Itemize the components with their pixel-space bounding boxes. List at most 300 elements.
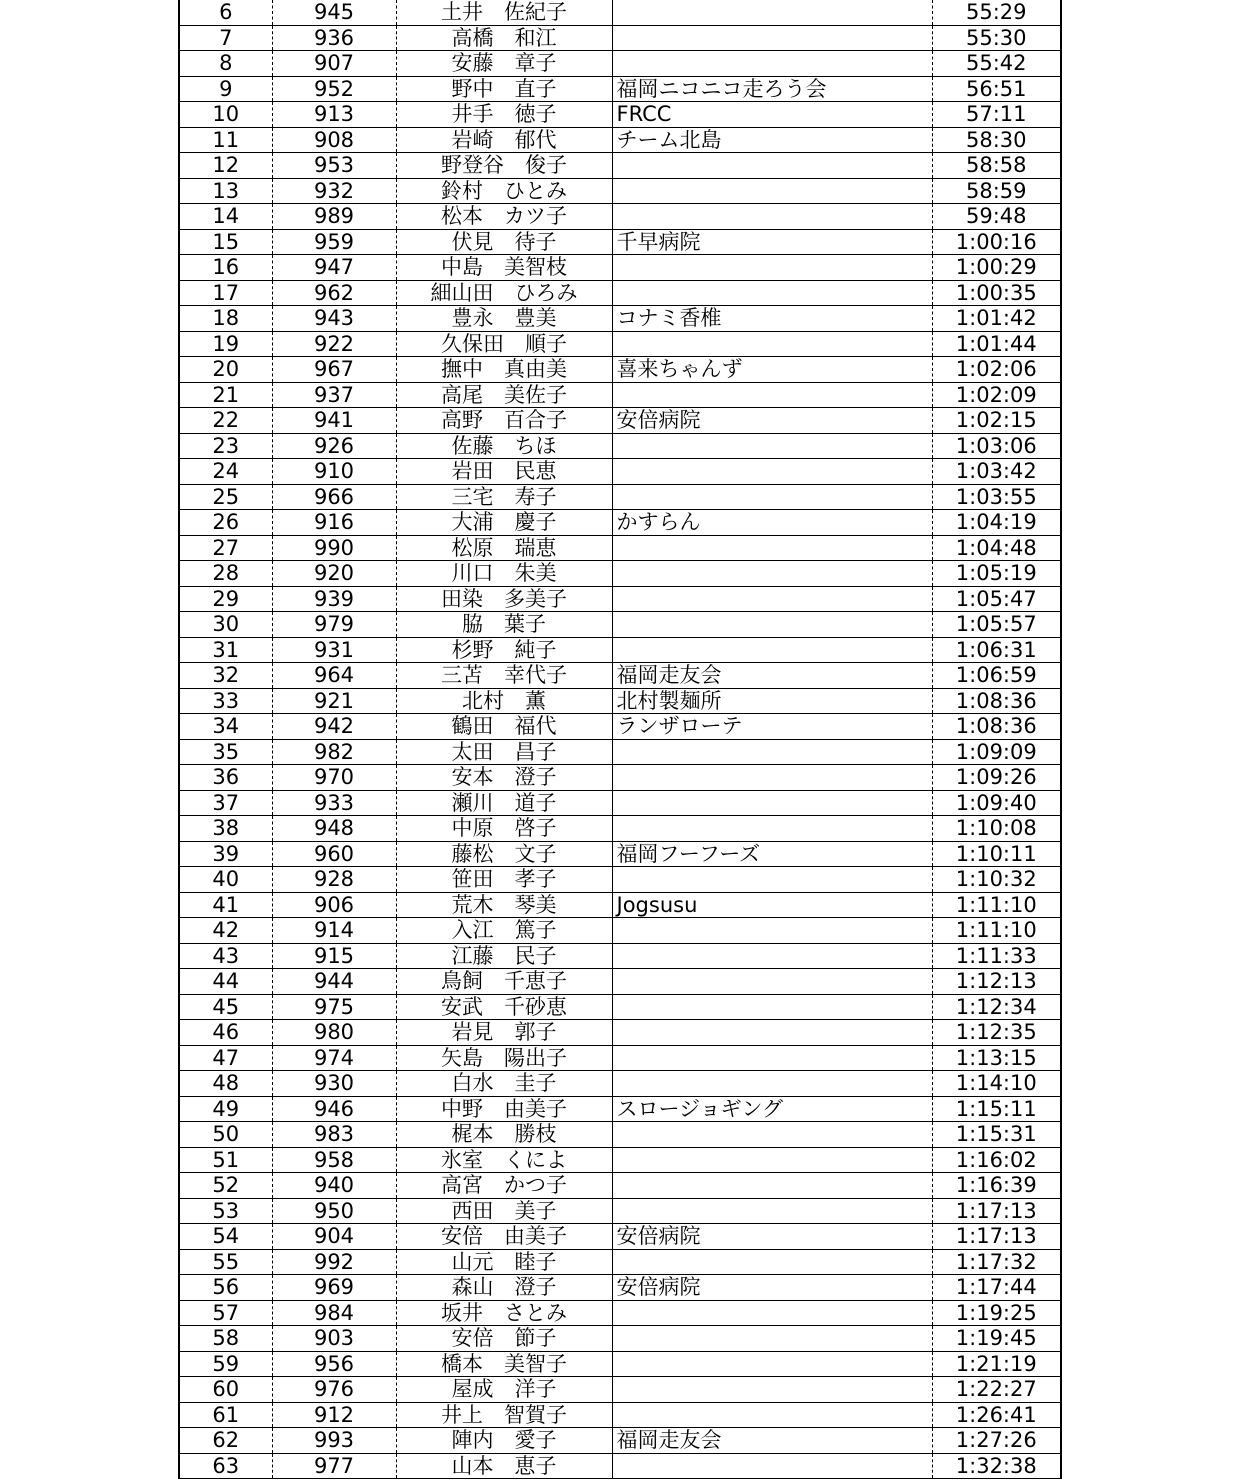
- finish-time-cell: 1:17:13: [932, 1198, 1061, 1224]
- table-row: [179, 1122, 1061, 1148]
- team-cell: [612, 153, 932, 179]
- table-row: [179, 586, 1061, 612]
- team-cell: [612, 1122, 932, 1148]
- runner-name-cell: 井手 徳子: [396, 102, 612, 128]
- table-row: [179, 841, 1061, 867]
- table-row: [179, 1020, 1061, 1046]
- runner-name-cell: 屋成 洋子: [396, 1377, 612, 1403]
- rank-cell: 22: [179, 408, 272, 434]
- table-row: [179, 0, 1061, 25]
- team-cell: 福岡走友会: [612, 663, 932, 689]
- rank-cell: 30: [179, 612, 272, 638]
- table-row: [179, 51, 1061, 77]
- table-row: [179, 1428, 1061, 1454]
- rank-cell: 7: [179, 25, 272, 51]
- finish-time-cell: 1:26:41: [932, 1402, 1061, 1428]
- finish-time-cell: 1:04:19: [932, 510, 1061, 536]
- finish-time-cell: 1:02:09: [932, 382, 1061, 408]
- rank-cell: 62: [179, 1428, 272, 1454]
- rank-cell: 52: [179, 1173, 272, 1199]
- bib-number-cell: 913: [272, 102, 396, 128]
- runner-name-cell: 三苫 幸代子: [396, 663, 612, 689]
- rank-cell: 28: [179, 561, 272, 587]
- rank-cell: 50: [179, 1122, 272, 1148]
- rank-cell: 51: [179, 1147, 272, 1173]
- rank-cell: 21: [179, 382, 272, 408]
- rank-cell: 23: [179, 433, 272, 459]
- table-row: [179, 1198, 1061, 1224]
- team-cell: [612, 255, 932, 281]
- runner-name-cell: 中島 美智枝: [396, 255, 612, 281]
- rank-cell: 36: [179, 765, 272, 791]
- runner-name-cell: 安倍 節子: [396, 1326, 612, 1352]
- rank-cell: 20: [179, 357, 272, 383]
- table-row: [179, 255, 1061, 281]
- finish-time-cell: 1:17:32: [932, 1249, 1061, 1275]
- finish-time-cell: 58:30: [932, 127, 1061, 153]
- team-cell: [612, 280, 932, 306]
- finish-time-cell: 1:00:35: [932, 280, 1061, 306]
- finish-time-cell: 1:06:31: [932, 637, 1061, 663]
- table-row: [179, 1275, 1061, 1301]
- bib-number-cell: 980: [272, 1020, 396, 1046]
- team-cell: 福岡フーフーズ: [612, 841, 932, 867]
- table-row: [179, 204, 1061, 230]
- runner-name-cell: 鈴村 ひとみ: [396, 178, 612, 204]
- finish-time-cell: 1:15:31: [932, 1122, 1061, 1148]
- bib-number-cell: 914: [272, 918, 396, 944]
- finish-time-cell: 1:09:09: [932, 739, 1061, 765]
- finish-time-cell: 1:27:26: [932, 1428, 1061, 1454]
- bib-number-cell: 932: [272, 178, 396, 204]
- runner-name-cell: 安本 澄子: [396, 765, 612, 791]
- team-cell: [612, 790, 932, 816]
- rank-cell: 32: [179, 663, 272, 689]
- runner-name-cell: 野中 直子: [396, 76, 612, 102]
- bib-number-cell: 953: [272, 153, 396, 179]
- rank-cell: 60: [179, 1377, 272, 1403]
- runner-name-cell: 川口 朱美: [396, 561, 612, 587]
- runner-name-cell: 笹田 孝子: [396, 867, 612, 893]
- finish-time-cell: 59:48: [932, 204, 1061, 230]
- table-row: [179, 76, 1061, 102]
- team-cell: [612, 178, 932, 204]
- finish-time-cell: 55:42: [932, 51, 1061, 77]
- bib-number-cell: 974: [272, 1045, 396, 1071]
- rank-cell: 53: [179, 1198, 272, 1224]
- team-cell: [612, 918, 932, 944]
- rank-cell: 17: [179, 280, 272, 306]
- finish-time-cell: 1:15:11: [932, 1096, 1061, 1122]
- rank-cell: 10: [179, 102, 272, 128]
- table-row: [179, 612, 1061, 638]
- team-cell: 安倍病院: [612, 1275, 932, 1301]
- rank-cell: 54: [179, 1224, 272, 1250]
- team-cell: [612, 1071, 932, 1097]
- rank-cell: 59: [179, 1351, 272, 1377]
- team-cell: [612, 1173, 932, 1199]
- rank-cell: 63: [179, 1453, 272, 1479]
- runner-name-cell: 北村 薫: [396, 688, 612, 714]
- team-cell: 安倍病院: [612, 408, 932, 434]
- runner-name-cell: 撫中 真由美: [396, 357, 612, 383]
- rank-cell: 29: [179, 586, 272, 612]
- runner-name-cell: 岩見 郭子: [396, 1020, 612, 1046]
- runner-name-cell: 鶴田 福代: [396, 714, 612, 740]
- bib-number-cell: 983: [272, 1122, 396, 1148]
- bib-number-cell: 970: [272, 765, 396, 791]
- rank-cell: 26: [179, 510, 272, 536]
- finish-time-cell: 1:14:10: [932, 1071, 1061, 1097]
- finish-time-cell: 1:09:26: [932, 765, 1061, 791]
- table-row: [179, 1045, 1061, 1071]
- table-row: [179, 943, 1061, 969]
- team-cell: 安倍病院: [612, 1224, 932, 1250]
- team-cell: [612, 561, 932, 587]
- bib-number-cell: 904: [272, 1224, 396, 1250]
- finish-time-cell: 1:09:40: [932, 790, 1061, 816]
- rank-cell: 35: [179, 739, 272, 765]
- results-body: [179, 0, 1061, 1479]
- table-row: [179, 535, 1061, 561]
- table-row: [179, 459, 1061, 485]
- finish-time-cell: 1:11:10: [932, 892, 1061, 918]
- finish-time-cell: 1:04:48: [932, 535, 1061, 561]
- table-row: [179, 25, 1061, 51]
- team-cell: 喜来ちゃんず: [612, 357, 932, 383]
- finish-time-cell: 1:32:38: [932, 1453, 1061, 1479]
- table-row: [179, 969, 1061, 995]
- team-cell: [612, 51, 932, 77]
- team-cell: [612, 204, 932, 230]
- rank-cell: 47: [179, 1045, 272, 1071]
- team-cell: [612, 739, 932, 765]
- team-cell: [612, 1020, 932, 1046]
- bib-number-cell: 967: [272, 357, 396, 383]
- runner-name-cell: 高橋 和江: [396, 25, 612, 51]
- bib-number-cell: 931: [272, 637, 396, 663]
- finish-time-cell: 1:10:08: [932, 816, 1061, 842]
- rank-cell: 38: [179, 816, 272, 842]
- table-row: [179, 739, 1061, 765]
- team-cell: コナミ香椎: [612, 306, 932, 332]
- runner-name-cell: 安武 千砂恵: [396, 994, 612, 1020]
- finish-time-cell: 1:13:15: [932, 1045, 1061, 1071]
- bib-number-cell: 948: [272, 816, 396, 842]
- table-row: [179, 331, 1061, 357]
- bib-number-cell: 947: [272, 255, 396, 281]
- team-cell: [612, 1351, 932, 1377]
- table-row: [179, 637, 1061, 663]
- team-cell: [612, 637, 932, 663]
- team-cell: [612, 1147, 932, 1173]
- team-cell: [612, 867, 932, 893]
- runner-name-cell: 伏見 待子: [396, 229, 612, 255]
- finish-time-cell: 1:03:55: [932, 484, 1061, 510]
- runner-name-cell: 松原 瑞恵: [396, 535, 612, 561]
- table-row: [179, 1096, 1061, 1122]
- table-row: [179, 484, 1061, 510]
- runner-name-cell: 松本 カツ子: [396, 204, 612, 230]
- rank-cell: 9: [179, 76, 272, 102]
- runner-name-cell: 野登谷 俊子: [396, 153, 612, 179]
- table-row: [179, 1453, 1061, 1479]
- rank-cell: 41: [179, 892, 272, 918]
- finish-time-cell: 1:08:36: [932, 714, 1061, 740]
- runner-name-cell: 橋本 美智子: [396, 1351, 612, 1377]
- table-row: [179, 382, 1061, 408]
- bib-number-cell: 928: [272, 867, 396, 893]
- team-cell: [612, 0, 932, 25]
- team-cell: 福岡走友会: [612, 1428, 932, 1454]
- bib-number-cell: 944: [272, 969, 396, 995]
- team-cell: 千早病院: [612, 229, 932, 255]
- bib-number-cell: 993: [272, 1428, 396, 1454]
- runner-name-cell: 久保田 順子: [396, 331, 612, 357]
- rank-cell: 19: [179, 331, 272, 357]
- table-row: [179, 357, 1061, 383]
- runner-name-cell: 江藤 民子: [396, 943, 612, 969]
- team-cell: FRCC: [612, 102, 932, 128]
- runner-name-cell: 細山田 ひろみ: [396, 280, 612, 306]
- bib-number-cell: 926: [272, 433, 396, 459]
- table-row: [179, 663, 1061, 689]
- finish-time-cell: 1:19:45: [932, 1326, 1061, 1352]
- table-row: [179, 1351, 1061, 1377]
- runner-name-cell: 山本 恵子: [396, 1453, 612, 1479]
- rank-cell: 13: [179, 178, 272, 204]
- team-cell: [612, 433, 932, 459]
- bib-number-cell: 915: [272, 943, 396, 969]
- runner-name-cell: 豊永 豊美: [396, 306, 612, 332]
- runner-name-cell: 西田 美子: [396, 1198, 612, 1224]
- finish-time-cell: 1:11:33: [932, 943, 1061, 969]
- rank-cell: 6: [179, 0, 272, 25]
- rank-cell: 46: [179, 1020, 272, 1046]
- runner-name-cell: 中野 由美子: [396, 1096, 612, 1122]
- team-cell: [612, 943, 932, 969]
- runner-name-cell: 高尾 美佐子: [396, 382, 612, 408]
- rank-cell: 39: [179, 841, 272, 867]
- bib-number-cell: 975: [272, 994, 396, 1020]
- rank-cell: 49: [179, 1096, 272, 1122]
- finish-time-cell: 1:12:34: [932, 994, 1061, 1020]
- finish-time-cell: 1:05:47: [932, 586, 1061, 612]
- finish-time-cell: 1:12:35: [932, 1020, 1061, 1046]
- bib-number-cell: 906: [272, 892, 396, 918]
- bib-number-cell: 920: [272, 561, 396, 587]
- table-row: [179, 280, 1061, 306]
- finish-time-cell: 1:06:59: [932, 663, 1061, 689]
- team-cell: [612, 612, 932, 638]
- team-cell: [612, 969, 932, 995]
- table-row: [179, 306, 1061, 332]
- finish-time-cell: 1:17:44: [932, 1275, 1061, 1301]
- table-row: [179, 994, 1061, 1020]
- runner-name-cell: 陣内 愛子: [396, 1428, 612, 1454]
- runner-name-cell: 安藤 章子: [396, 51, 612, 77]
- finish-time-cell: 1:02:15: [932, 408, 1061, 434]
- table-row: [179, 229, 1061, 255]
- team-cell: [612, 1377, 932, 1403]
- table-row: [179, 408, 1061, 434]
- runner-name-cell: 三宅 寿子: [396, 484, 612, 510]
- table-row: [179, 102, 1061, 128]
- table-row: [179, 1300, 1061, 1326]
- runner-name-cell: 中原 啓子: [396, 816, 612, 842]
- team-cell: [612, 994, 932, 1020]
- runner-name-cell: 高宮 かつ子: [396, 1173, 612, 1199]
- team-cell: [612, 586, 932, 612]
- team-cell: [612, 484, 932, 510]
- finish-time-cell: 1:05:19: [932, 561, 1061, 587]
- runner-name-cell: 荒木 琴美: [396, 892, 612, 918]
- team-cell: チーム北島: [612, 127, 932, 153]
- finish-time-cell: 1:03:42: [932, 459, 1061, 485]
- team-cell: [612, 25, 932, 51]
- team-cell: Jogsusu: [612, 892, 932, 918]
- bib-number-cell: 956: [272, 1351, 396, 1377]
- runner-name-cell: 鳥飼 千恵子: [396, 969, 612, 995]
- runner-name-cell: 田染 多美子: [396, 586, 612, 612]
- runner-name-cell: 藤松 文子: [396, 841, 612, 867]
- team-cell: [612, 765, 932, 791]
- finish-time-cell: 1:03:06: [932, 433, 1061, 459]
- bib-number-cell: 940: [272, 1173, 396, 1199]
- finish-time-cell: 1:16:02: [932, 1147, 1061, 1173]
- team-cell: [612, 535, 932, 561]
- table-row: [179, 510, 1061, 536]
- finish-time-cell: 56:51: [932, 76, 1061, 102]
- rank-cell: 42: [179, 918, 272, 944]
- runner-name-cell: 脇 葉子: [396, 612, 612, 638]
- team-cell: [612, 459, 932, 485]
- runner-name-cell: 高野 百合子: [396, 408, 612, 434]
- bib-number-cell: 907: [272, 51, 396, 77]
- finish-time-cell: 1:01:42: [932, 306, 1061, 332]
- finish-time-cell: 1:19:25: [932, 1300, 1061, 1326]
- rank-cell: 16: [179, 255, 272, 281]
- runner-name-cell: 梶本 勝枝: [396, 1122, 612, 1148]
- runner-name-cell: 安倍 由美子: [396, 1224, 612, 1250]
- finish-time-cell: 1:17:13: [932, 1224, 1061, 1250]
- rank-cell: 40: [179, 867, 272, 893]
- table-row: [179, 816, 1061, 842]
- team-cell: [612, 1326, 932, 1352]
- rank-cell: 48: [179, 1071, 272, 1097]
- table-row: [179, 1249, 1061, 1275]
- bib-number-cell: 937: [272, 382, 396, 408]
- team-cell: [612, 1300, 932, 1326]
- rank-cell: 44: [179, 969, 272, 995]
- table-row: [179, 918, 1061, 944]
- bib-number-cell: 921: [272, 688, 396, 714]
- finish-time-cell: 1:11:10: [932, 918, 1061, 944]
- bib-number-cell: 958: [272, 1147, 396, 1173]
- rank-cell: 18: [179, 306, 272, 332]
- table-row: [179, 1326, 1061, 1352]
- bib-number-cell: 962: [272, 280, 396, 306]
- team-cell: スロージョギング: [612, 1096, 932, 1122]
- team-cell: [612, 1402, 932, 1428]
- runner-name-cell: 坂井 さとみ: [396, 1300, 612, 1326]
- rank-cell: 55: [179, 1249, 272, 1275]
- bib-number-cell: 943: [272, 306, 396, 332]
- finish-time-cell: 58:58: [932, 153, 1061, 179]
- finish-time-cell: 1:12:13: [932, 969, 1061, 995]
- rank-cell: 27: [179, 535, 272, 561]
- finish-time-cell: 1:21:19: [932, 1351, 1061, 1377]
- rank-cell: 37: [179, 790, 272, 816]
- finish-time-cell: 1:01:44: [932, 331, 1061, 357]
- table-row: [179, 1173, 1061, 1199]
- rank-cell: 57: [179, 1300, 272, 1326]
- table-row: [179, 153, 1061, 179]
- bib-number-cell: 912: [272, 1402, 396, 1428]
- runner-name-cell: 井上 智賀子: [396, 1402, 612, 1428]
- bib-number-cell: 977: [272, 1453, 396, 1479]
- table-row: [179, 561, 1061, 587]
- team-cell: [612, 1045, 932, 1071]
- runner-name-cell: 森山 澄子: [396, 1275, 612, 1301]
- runner-name-cell: 佐藤 ちほ: [396, 433, 612, 459]
- runner-name-cell: 岩田 民恵: [396, 459, 612, 485]
- team-cell: かすらん: [612, 510, 932, 536]
- bib-number-cell: 982: [272, 739, 396, 765]
- table-row: [179, 433, 1061, 459]
- table-row: [179, 1071, 1061, 1097]
- table-row: [179, 688, 1061, 714]
- runner-name-cell: 土井 佐紀子: [396, 0, 612, 25]
- bib-number-cell: 976: [272, 1377, 396, 1403]
- team-cell: [612, 1453, 932, 1479]
- bib-number-cell: 952: [272, 76, 396, 102]
- rank-cell: 12: [179, 153, 272, 179]
- finish-time-cell: 55:29: [932, 0, 1061, 25]
- rank-cell: 43: [179, 943, 272, 969]
- table-row: [179, 1402, 1061, 1428]
- runner-name-cell: 瀬川 道子: [396, 790, 612, 816]
- runner-name-cell: 山元 睦子: [396, 1249, 612, 1275]
- bib-number-cell: 959: [272, 229, 396, 255]
- bib-number-cell: 960: [272, 841, 396, 867]
- rank-cell: 15: [179, 229, 272, 255]
- table-row: [179, 1147, 1061, 1173]
- table-row: [179, 178, 1061, 204]
- table-row: [179, 867, 1061, 893]
- bib-number-cell: 903: [272, 1326, 396, 1352]
- rank-cell: 25: [179, 484, 272, 510]
- bib-number-cell: 984: [272, 1300, 396, 1326]
- rank-cell: 61: [179, 1402, 272, 1428]
- finish-time-cell: 1:22:27: [932, 1377, 1061, 1403]
- team-cell: 福岡ニコニコ走ろう会: [612, 76, 932, 102]
- bib-number-cell: 941: [272, 408, 396, 434]
- rank-cell: 24: [179, 459, 272, 485]
- table-row: [179, 765, 1061, 791]
- finish-time-cell: 1:02:06: [932, 357, 1061, 383]
- finish-time-cell: 1:05:57: [932, 612, 1061, 638]
- runner-name-cell: 入江 篤子: [396, 918, 612, 944]
- team-cell: [612, 1198, 932, 1224]
- team-cell: 北村製麺所: [612, 688, 932, 714]
- bib-number-cell: 933: [272, 790, 396, 816]
- finish-time-cell: 57:11: [932, 102, 1061, 128]
- rank-cell: 11: [179, 127, 272, 153]
- table-row: [179, 1377, 1061, 1403]
- finish-time-cell: 1:00:16: [932, 229, 1061, 255]
- bib-number-cell: 910: [272, 459, 396, 485]
